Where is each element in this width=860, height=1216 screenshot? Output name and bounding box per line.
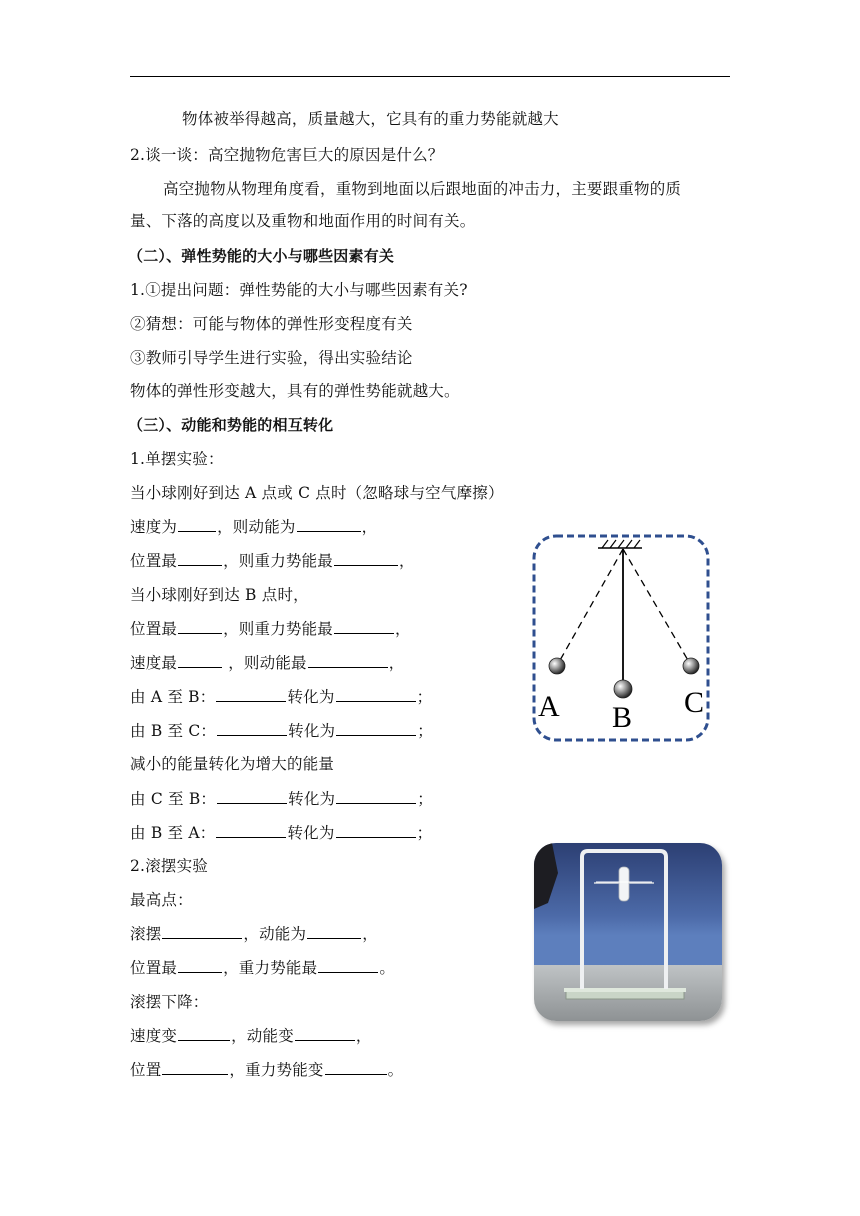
photo-drawing [534, 843, 722, 1021]
prompt-text: ， [355, 1027, 372, 1045]
prompt-text: 滚摆 [130, 925, 162, 943]
fill-blank-line [130, 516, 377, 538]
answer-blank[interactable] [334, 618, 394, 634]
answer-blank[interactable] [336, 788, 416, 804]
answer-blank[interactable] [216, 686, 286, 702]
answer-blank[interactable] [216, 822, 286, 838]
text-line: 量、下落的高度以及重物和地面作用的时间有关。 [130, 212, 476, 230]
prompt-text: 位置最 [130, 620, 178, 638]
prompt-text: 。 [379, 959, 396, 977]
prompt-text: 速度变 [130, 1027, 178, 1045]
answer-blank[interactable] [217, 720, 287, 736]
prompt-text: ； [416, 688, 433, 706]
ball-b [614, 680, 632, 698]
answer-blank[interactable] [178, 516, 216, 532]
fill-blank-line [130, 686, 432, 708]
fill-blank-line [130, 1059, 403, 1081]
answer-blank[interactable] [178, 550, 222, 566]
ball-c [683, 658, 699, 674]
prompt-text: ，则动能为 [217, 518, 296, 536]
fill-blank-line [130, 618, 411, 640]
text-line: 物体的弹性形变越大，具有的弹性势能就越大。 [130, 382, 460, 400]
prompt-text: ； [417, 722, 433, 740]
prompt-text: ，重力势能变 [229, 1061, 324, 1079]
answer-blank[interactable] [307, 923, 361, 939]
fill-blank-line [130, 788, 433, 810]
text-line: 2.谈一谈：高空抛物危害巨大的原因是什么？ [130, 146, 444, 164]
text-line: ③教师引导学生进行实验，得出实验结论 [130, 349, 413, 367]
ball-a [549, 658, 565, 674]
answer-blank[interactable] [178, 652, 222, 668]
prompt-text: ， [388, 654, 405, 672]
prompt-text: 转化为 [287, 824, 335, 842]
prompt-text: ， [361, 518, 378, 536]
answer-blank[interactable] [162, 923, 242, 939]
text-line: ②猜想：可能与物体的弹性形变程度有关 [130, 315, 413, 333]
ceiling-hatch [602, 540, 640, 548]
prompt-text: ，动能变 [231, 1027, 294, 1045]
text-line: 1.单摆实验： [130, 450, 224, 468]
answer-blank[interactable] [297, 516, 361, 532]
text-line: 1.①提出问题：弹性势能的大小与哪些因素有关? [130, 281, 468, 299]
prompt-text: 由 B 至 A： [130, 824, 216, 842]
prompt-text: 由 B 至 C： [130, 722, 217, 740]
prompt-text: 位置最 [130, 959, 178, 977]
prompt-text: 转化为 [288, 790, 336, 808]
prompt-text: ，则重力势能最 [223, 620, 334, 638]
text-line: 滚摆下降： [130, 993, 209, 1011]
pendulum-diagram [530, 532, 712, 744]
answer-blank[interactable] [162, 1059, 228, 1075]
prompt-text: ，则重力势能最 [223, 552, 334, 570]
answer-blank[interactable] [178, 618, 222, 634]
label-c: C [684, 686, 705, 719]
text-line: 当小球刚好到达 A 点或 C 点时（忽略球与空气摩擦） [130, 484, 504, 502]
answer-blank[interactable] [295, 1025, 355, 1041]
maxwell-pendulum-photo [534, 843, 722, 1021]
fill-blank-line [130, 550, 415, 572]
fill-blank-line [130, 822, 432, 844]
header-rule [130, 76, 730, 77]
text-line: 最高点： [130, 891, 193, 909]
answer-blank[interactable] [336, 822, 416, 838]
prompt-text: 位置 [130, 1061, 162, 1079]
fill-blank-line [130, 1025, 372, 1047]
prompt-text: 由 A 至 B： [130, 688, 216, 706]
answer-blank[interactable] [178, 1025, 230, 1041]
prompt-text: ， [399, 552, 415, 570]
label-b: B [612, 701, 633, 734]
text-line: 当小球刚好到达 B 点时， [130, 586, 309, 604]
prompt-text: ， [395, 620, 411, 638]
prompt-text: ； [416, 824, 433, 842]
prompt-text: 速度最 [130, 654, 178, 672]
prompt-text: 转化为 [287, 688, 335, 706]
fill-blank-line [130, 957, 395, 979]
prompt-text: 转化为 [288, 722, 336, 740]
prompt-text: ，动能为 [243, 925, 307, 943]
text-line: 物体被举得越高，质量越大，它具有的重力势能就越大 [182, 110, 559, 128]
prompt-text: 。 [387, 1061, 404, 1079]
text-line: 2.滚摆实验 [130, 857, 208, 875]
answer-blank[interactable] [325, 1059, 387, 1075]
fill-blank-line [130, 923, 378, 945]
fill-blank-line [130, 720, 433, 742]
answer-blank[interactable] [336, 720, 416, 736]
text-line: 高空抛物从物理角度看，重物到地面以后跟地面的冲击力，主要跟重物的质 [163, 180, 682, 198]
string-to-a [559, 549, 623, 662]
label-a: A [538, 690, 560, 723]
prompt-text: 由 C 至 B： [130, 790, 217, 808]
answer-blank[interactable] [308, 652, 388, 668]
answer-blank[interactable] [318, 957, 378, 973]
string-to-c [623, 549, 689, 662]
section-heading: （二）、弹性势能的大小与哪些因素有关 [128, 247, 395, 265]
fill-blank-line [130, 652, 404, 674]
answer-blank[interactable] [217, 788, 287, 804]
answer-blank[interactable] [336, 686, 416, 702]
prompt-text: 位置最 [130, 552, 178, 570]
text-line: 减小的能量转化为增大的能量 [130, 755, 335, 773]
prompt-text: ； [417, 790, 433, 808]
answer-blank[interactable] [178, 957, 222, 973]
prompt-text: ， [362, 925, 378, 943]
section-heading: （三）、动能和势能的相互转化 [128, 416, 334, 434]
answer-blank[interactable] [334, 550, 398, 566]
prompt-text: ，重力势能最 [223, 959, 318, 977]
prompt-text: 速度为 [130, 518, 178, 536]
prompt-text: ，则动能最 [223, 654, 307, 672]
